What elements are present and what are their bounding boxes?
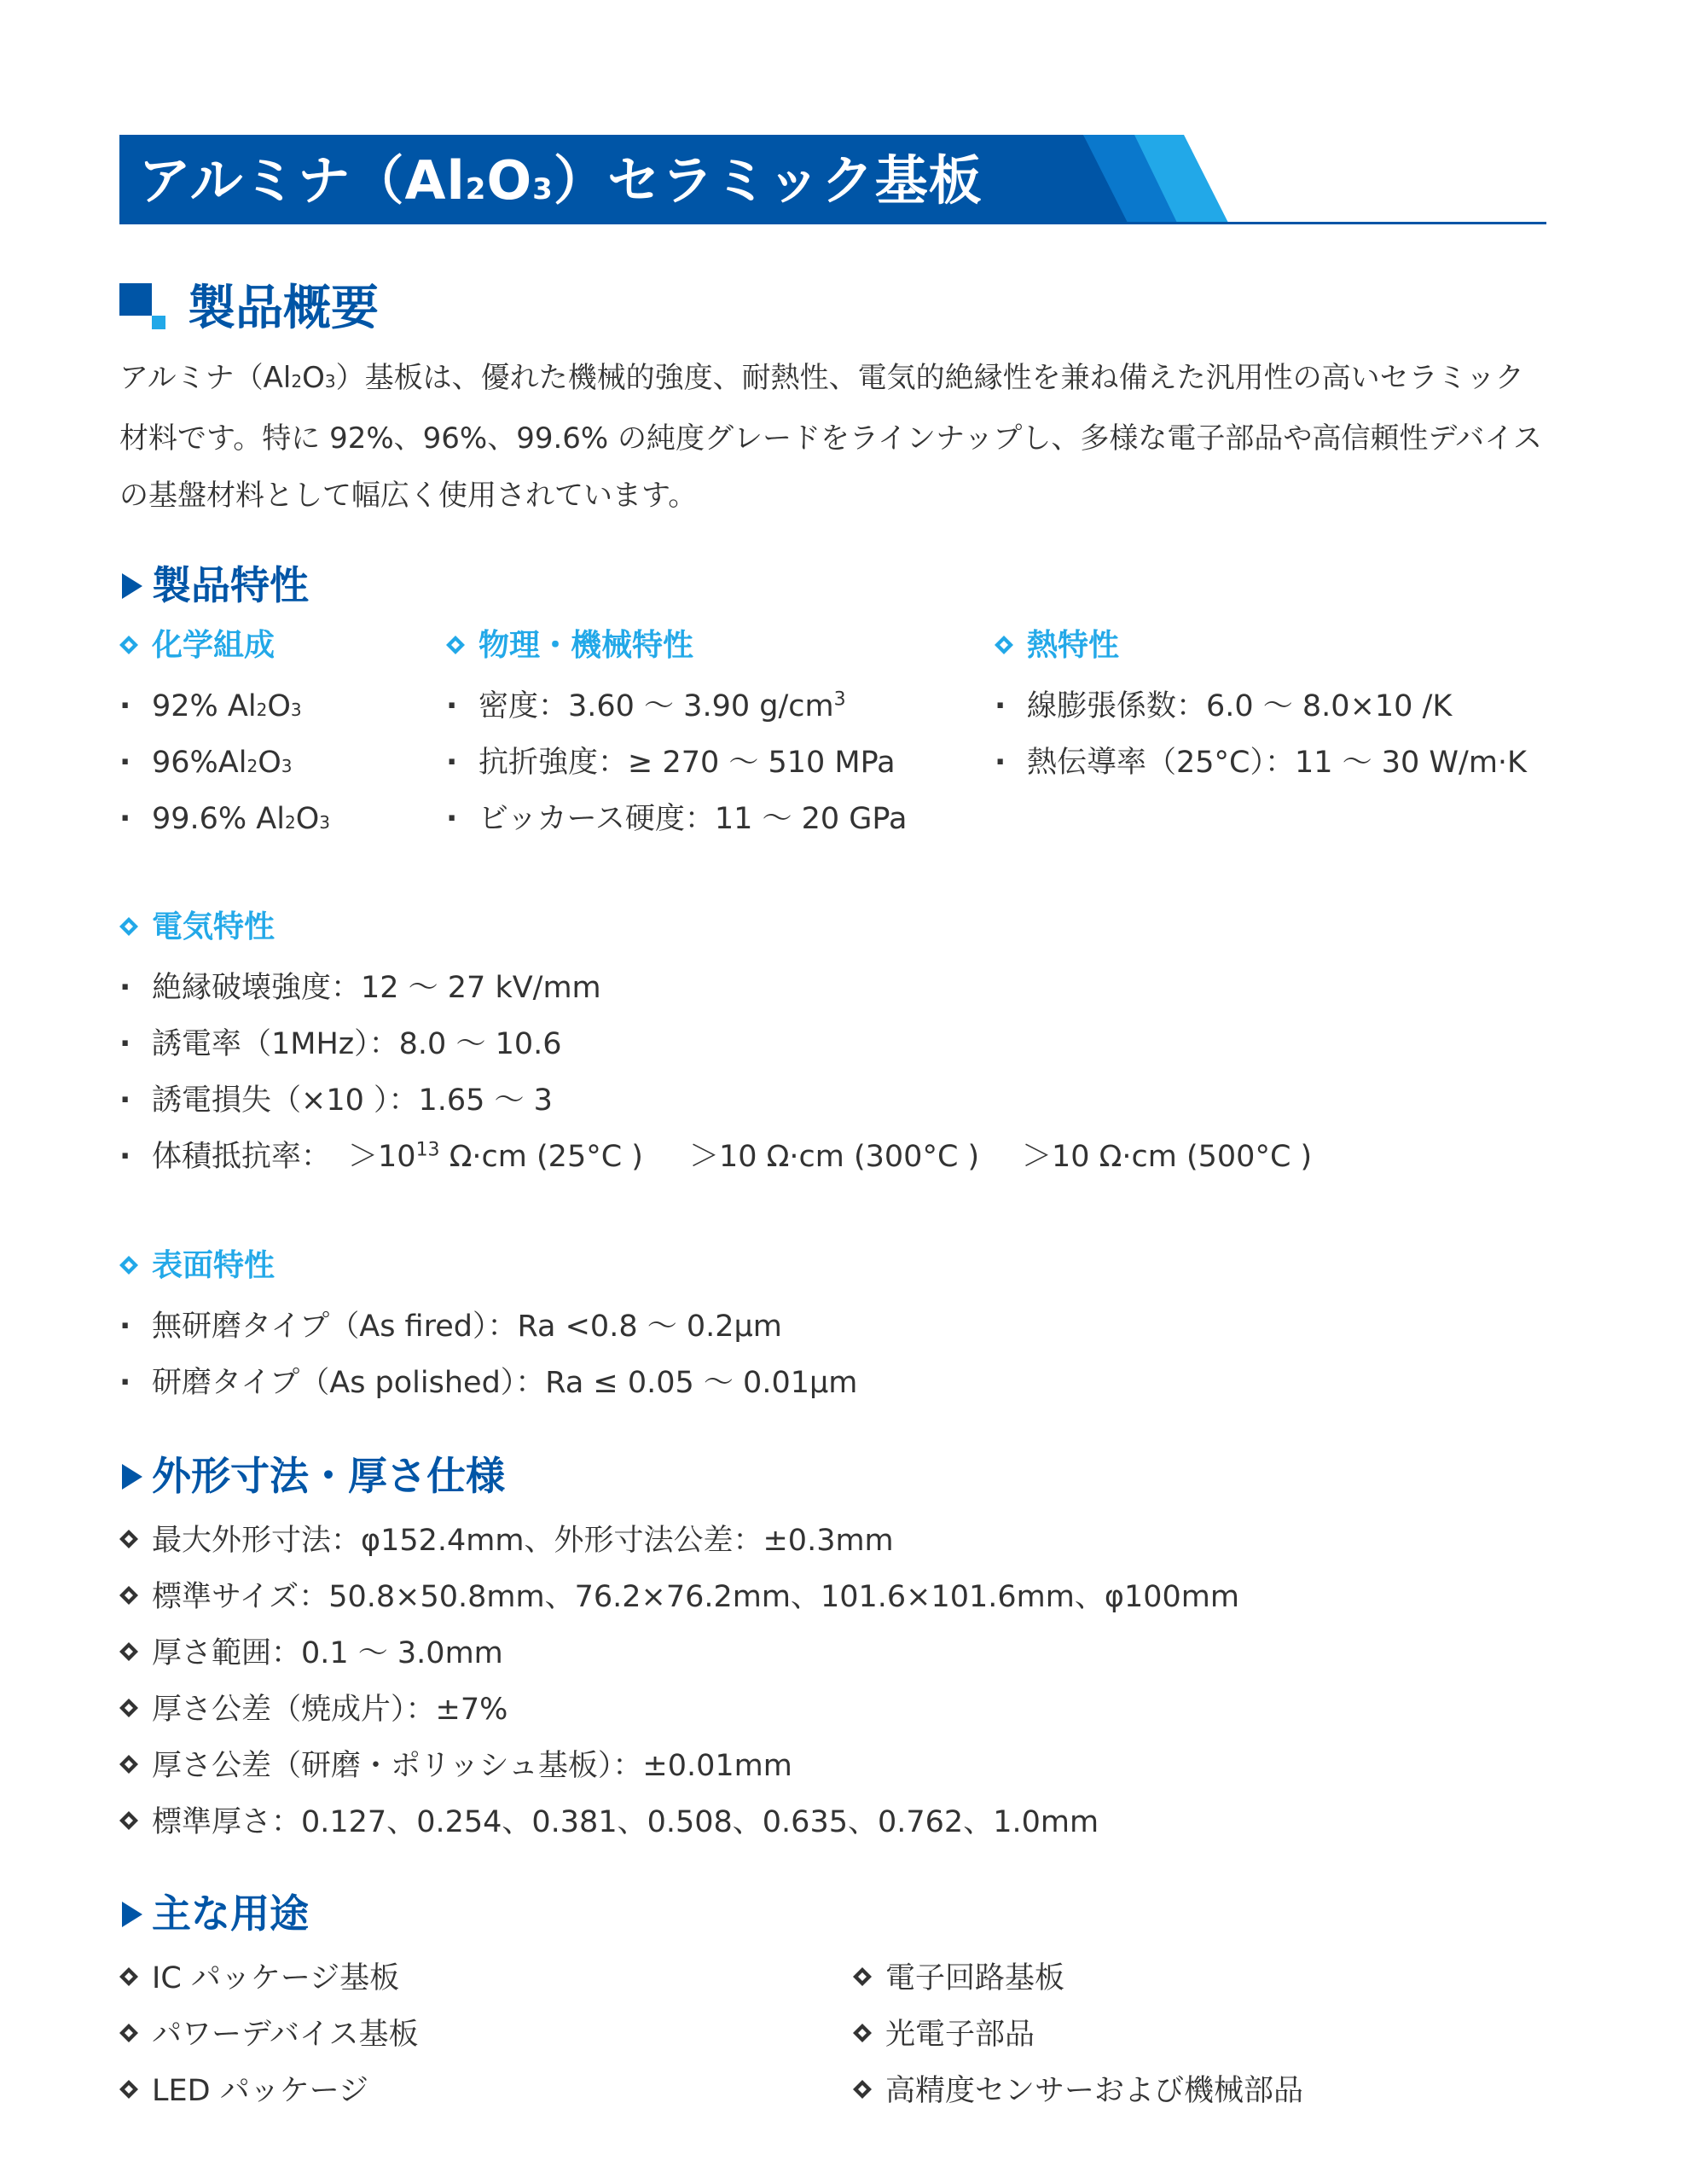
permittivity-item: · 誘電率（1MHz）：8.0 ～ 10.6 <box>119 1027 562 1061</box>
overview-paragraph: アルミナ（Al2O3）基板は、優れた機械的強度、耐熱性、電気的絶縁性を兼ね備えた汎用性の高いセラミック材料です。特に 92%、96%、99.6% の純度グレードをラインナップし、多様な電子部品や高信頼性デバイスの基盤材料として幅広く使用されています。 <box>119 361 1542 513</box>
triangle-icon <box>122 573 142 599</box>
section-title: 外形寸法・厚さ仕様 <box>152 1453 505 1499</box>
breakdown-item: · 絶縁破壊強度：12 ～ 27 kV/mm <box>119 971 601 1005</box>
sub-title: 化学組成 <box>152 628 276 663</box>
diamond-icon <box>995 636 1013 654</box>
dimension-item: 標準厚さ：0.127、0.254、0.381、0.508、0.635、0.762、1.0mm <box>119 1803 1099 1842</box>
diamond-bullet-icon <box>119 1699 138 1717</box>
application-item: 高精度センサーおよび機械部品 <box>853 2071 1303 2111</box>
chemical-item: · 92% Al2O3 <box>119 689 302 723</box>
conductivity-item: · 熱伝導率（25°C）：11 ～ 30 W/m·K <box>995 746 1527 780</box>
page-title: アルミナ（Al2O3）セラミック基板 <box>138 149 983 212</box>
as-polished-item: · 研磨タイプ（As polished）：Ra ≤ 0.05 ～ 0.01μm <box>119 1366 858 1400</box>
resistivity-300c: ＞10 Ω·cm (300°C ) <box>689 1140 980 1174</box>
expansion-item: · 線膨張係数：6.0 ～ 8.0×10 /K <box>995 689 1453 723</box>
bending-item: · 抗折強度：≥ 270 ～ 510 MPa <box>446 746 896 780</box>
diamond-bullet-icon <box>119 1755 138 1774</box>
section-title: 主な用途 <box>152 1891 309 1937</box>
diamond-bullet-icon <box>119 1967 138 1986</box>
dimension-item: 厚さ公差（焼成片）：±7% <box>119 1690 508 1729</box>
section-title: 製品特性 <box>152 562 309 608</box>
diamond-icon <box>119 917 138 936</box>
dimension-item: 標準サイズ：50.8×50.8mm、76.2×76.2mm、101.6×101.6mm、φ100mm <box>119 1577 1239 1617</box>
diamond-bullet-icon <box>853 1967 872 1986</box>
as-fired-item: · 無研磨タイプ（As fired）：Ra <0.8 ～ 0.2μm <box>119 1310 782 1344</box>
resistivity-item: · 体積抵抗率： $>10^{13}$ Ω·cm (25°C ) <box>119 1139 643 1174</box>
resistivity-500c: ＞10 Ω·cm (500°C ) <box>1022 1140 1313 1174</box>
diamond-bullet-icon <box>119 1530 138 1548</box>
chemical-item: · 96%Al2O3 <box>119 746 293 780</box>
density-item: · 密度：3.60 ～ 3.90 $g/cm^3$ <box>446 688 846 723</box>
dimension-item: 最大外形寸法：φ152.4mm、外形寸法公差：±0.3mm <box>119 1521 894 1560</box>
sub-title: 電気特性 <box>152 909 276 944</box>
sub-title: 熱特性 <box>1027 628 1120 663</box>
application-item: LED パッケージ <box>119 2071 368 2111</box>
diamond-bullet-icon <box>119 2080 138 2099</box>
hardness-item: · ビッカース硬度：11 ～ 20 GPa <box>446 802 908 836</box>
diamond-bullet-icon <box>119 1811 138 1830</box>
overview-title: 製品概要 <box>188 281 379 336</box>
sub-title: 表面特性 <box>152 1248 276 1283</box>
dimension-item: 厚さ公差（研磨・ポリッシュ基板）：±0.01mm <box>119 1746 792 1786</box>
title-banner <box>119 135 1546 227</box>
diamond-bullet-icon <box>119 1642 138 1661</box>
diamond-bullet-icon <box>853 2080 872 2099</box>
diamond-icon <box>446 636 465 654</box>
triangle-icon <box>122 1902 142 1927</box>
diamond-icon <box>119 636 138 654</box>
diamond-icon <box>119 1256 138 1275</box>
square-accent-icon <box>152 316 165 329</box>
square-bullet-icon <box>119 283 152 316</box>
application-item: IC パッケージ基板 <box>119 1959 399 1998</box>
application-item: 電子回路基板 <box>853 1959 1064 1998</box>
diamond-bullet-icon <box>119 2024 138 2042</box>
triangle-icon <box>122 1464 142 1490</box>
application-item: 光電子部品 <box>853 2015 1035 2054</box>
dimension-item: 厚さ範囲：0.1 ～ 3.0mm <box>119 1634 503 1673</box>
sub-title: 物理・機械特性 <box>478 628 694 663</box>
application-item: パワーデバイス基板 <box>119 2015 419 2054</box>
chemical-item: · 99.6% Al2O3 <box>119 802 331 836</box>
diamond-bullet-icon <box>119 1586 138 1605</box>
loss-item: · 誘電損失（×10 ）：1.65 ～ 3 <box>119 1083 553 1118</box>
diamond-bullet-icon <box>853 2024 872 2042</box>
